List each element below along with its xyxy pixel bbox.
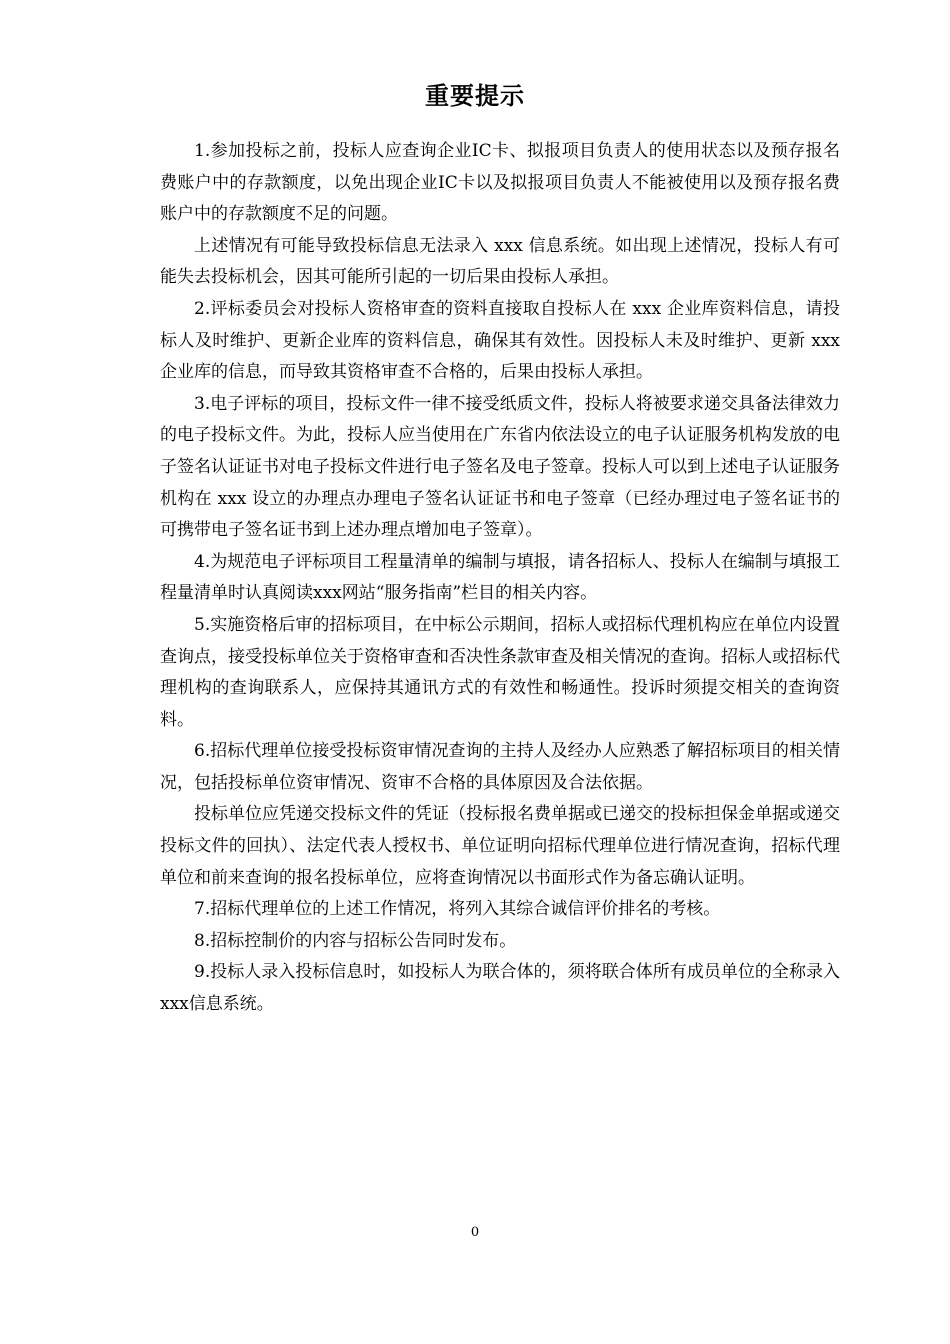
page-number: 0	[470, 1225, 480, 1240]
paragraph-6-agency-inquiry: 6.招标代理单位接受投标资审情况查询的主持人及经办人应熟悉了解招标项目的相关情况，包括投标单位资审情况、资审不合格的具体原因及合法依据。	[160, 741, 840, 793]
paragraph-8-control-price: 8.招标控制价的内容与招标公告同时发布。	[194, 930, 517, 951]
document-body	[160, 136, 840, 1021]
paragraph-5-post-qualification: 5.实施资格后审的招标项目，在中标公示期间，招标人或招标代理机构应在单位内设置查询点，接受投标单位关于资格审查和否决性条款审查及相关情况的查询。招标人或招标代理机构的查询联系人，应保持其通讯方式的有效性和畅通性。投诉时须提交相关的查询资料。	[160, 614, 840, 730]
paragraph-7-credit-evaluation: 7.招标代理单位的上述工作情况，将列入其综合诚信评价排名的考核。	[194, 899, 721, 920]
paragraph-2-qualification-review: 2.评标委员会对投标人资格审查的资料直接取自投标人在 xxx 企业库资料信息，请投标人及时维护、更新企业库的资料信息，确保其有效性。因投标人未及时维护、更新 xxx 企业库的信息，而导致其资格审查不合格的，后果由投标人承担。	[160, 298, 840, 383]
paragraph-4-bill-of-quantities: 4.为规范电子评标项目工程量清单的编制与填报，请各招标人、投标人在编制与填报工程量清单时认真阅读xxx网站“服务指南”栏目的相关内容。	[160, 551, 840, 604]
paragraph-1-ic-card: 1.参加投标之前，投标人应查询企业IC卡、拟报项目负责人的使用状态以及预存报名费账户中的存款额度，以免出现企业IC卡以及拟报项目负责人不能被使用以及预存报名费账户中的存款额度不足的问题。	[160, 141, 840, 225]
paragraph-3-electronic-bidding: 3.电子评标的项目，投标文件一律不接受纸质文件，投标人将被要求递交具备法律效力的电子投标文件。为此，投标人应当使用在广东省内依法设立的电子认证服务机构发放的电子签名认证证书对电子投标文件进行电子签名及电子签章。投标人可以到上述电子认证服务机构在 xxx 设立的办理点办理电子签名认证证书和电子签章（已经办理过电子签名证书的可携带电子签名证书到上述办理点增加电子签章）。	[160, 393, 840, 541]
paragraph-1-consequence: 上述情况有可能导致投标信息无法录入 xxx 信息系统。如出现上述情况，投标人有可能失去投标机会，因其可能所引起的一切后果由投标人承担。	[160, 235, 840, 288]
paragraph-6-inquiry-documents: 投标单位应凭递交投标文件的凭证（投标报名费单据或已递交的投标担保金单据或递交投标文件的回执）、法定代表人授权书、单位证明向招标代理单位进行情况查询，招标代理单位和前来查询的报名投标单位，应将查询情况以书面形式作为备忘确认证明。	[160, 804, 840, 888]
paragraph-9-consortium: 9.投标人录入投标信息时，如投标人为联合体的，须将联合体所有成员单位的全称录入xxx信息系统。	[160, 962, 840, 1015]
page-title: 重要提示	[425, 82, 525, 110]
